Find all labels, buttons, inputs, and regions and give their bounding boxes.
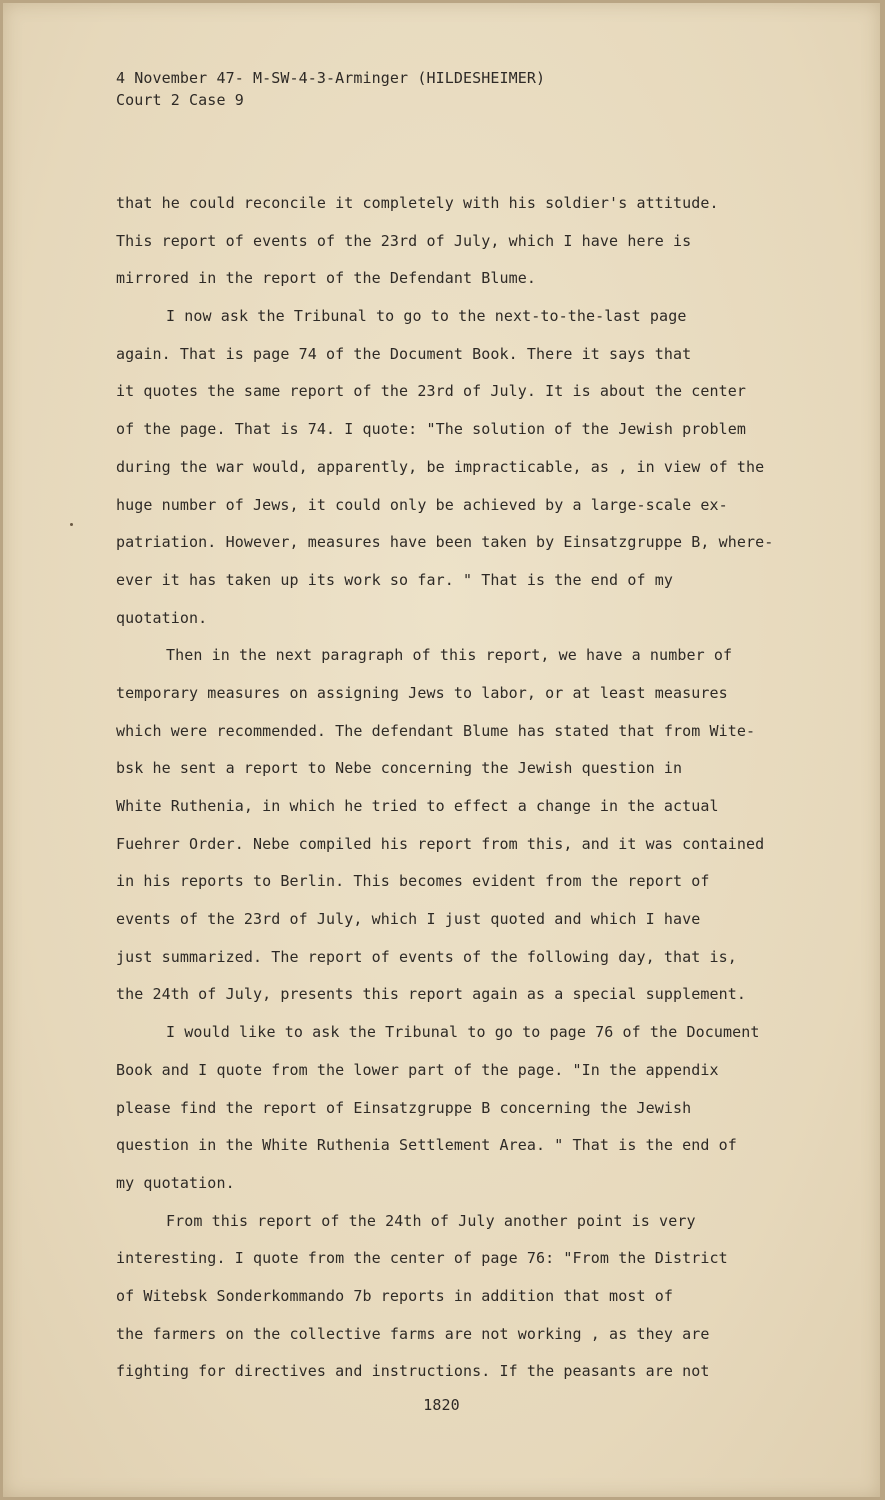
text-line: I would like to ask the Tribunal to go to page 76 of the Document: [166, 1023, 760, 1042]
text-line: White Ruthenia, in which he tried to effect a change in the actual: [116, 797, 719, 815]
paper-speck: [70, 523, 73, 526]
text-line: my quotation.: [116, 1173, 235, 1192]
header-line-date-reference: 4 November 47- M-SW-4-3-Arminger (HILDESHEIMER): [116, 69, 546, 87]
text-line: of Witebsk Sonderkommando 7b reports in addition that most of: [116, 1286, 673, 1305]
text-line: please find the report of Einsatzgruppe B concerning the Jewish: [116, 1098, 692, 1117]
text-line: Book and I quote from the lower part of the page. "In the appendix: [116, 1060, 719, 1079]
text-line: Then in the next paragraph of this report, we have a number of: [166, 646, 733, 665]
document-header: [116, 67, 545, 111]
text-line: ever it has taken up its work so far. " That is the end of my: [116, 570, 673, 589]
text-line: fighting for directives and instructions. If the peasants are not: [116, 1362, 710, 1381]
page-number: 1820: [423, 1396, 460, 1414]
header-line-court-case: Court 2 Case 9: [116, 91, 244, 109]
text-line: mirrored in the report of the Defendant Blume.: [116, 269, 537, 288]
text-line: it quotes the same report of the 23rd of July. It is about the center: [116, 382, 747, 401]
text-line: the farmers on the collective farms are not working , as they are: [116, 1324, 710, 1343]
text-line: This report of events of the 23rd of July, which I have here is: [116, 231, 692, 250]
text-line: just summarized. The report of events of the following day, that is,: [116, 947, 737, 966]
text-line: again. That is page 74 of the Document Book. There it says that: [116, 344, 692, 363]
text-line: From this report of the 24th of July another point is very: [166, 1211, 696, 1230]
transcript-body: [116, 191, 816, 1397]
text-line: bsk he sent a report to Nebe concerning the Jewish question in: [116, 759, 683, 778]
text-line: which were recommended. The defendant Blume has stated that from Wite-: [116, 721, 756, 740]
text-line: in his reports to Berlin. This becomes evident from the report of: [116, 872, 710, 891]
text-line: Fuehrer Order. Nebe compiled his report from this, and it was contained: [116, 834, 765, 853]
text-line: question in the White Ruthenia Settlement Area. " That is the end of: [116, 1136, 737, 1155]
text-line: interesting. I quote from the center of page 76: "From the District: [116, 1249, 728, 1268]
text-line: I now ask the Tribunal to go to the next-to-the-last page: [166, 307, 687, 326]
text-line: quotation.: [116, 608, 208, 627]
text-line: huge number of Jews, it could only be achieved by a large-scale ex-: [116, 495, 728, 514]
text-line: during the war would, apparently, be impracticable, as , in view of the: [116, 457, 765, 476]
text-line: patriation. However, measures have been taken by Einsatzgruppe B, where-: [116, 533, 774, 552]
text-line: events of the 23rd of July, which I just quoted and which I have: [116, 910, 701, 929]
text-line: temporary measures on assigning Jews to labor, or at least measures: [116, 683, 728, 702]
text-line: the 24th of July, presents this report again as a special supplement.: [116, 985, 747, 1004]
text-line: of the page. That is 74. I quote: "The solution of the Jewish problem: [116, 420, 747, 439]
text-line: that he could reconcile it completely with his soldier's attitude.: [116, 194, 719, 212]
document-page: [3, 3, 880, 1497]
